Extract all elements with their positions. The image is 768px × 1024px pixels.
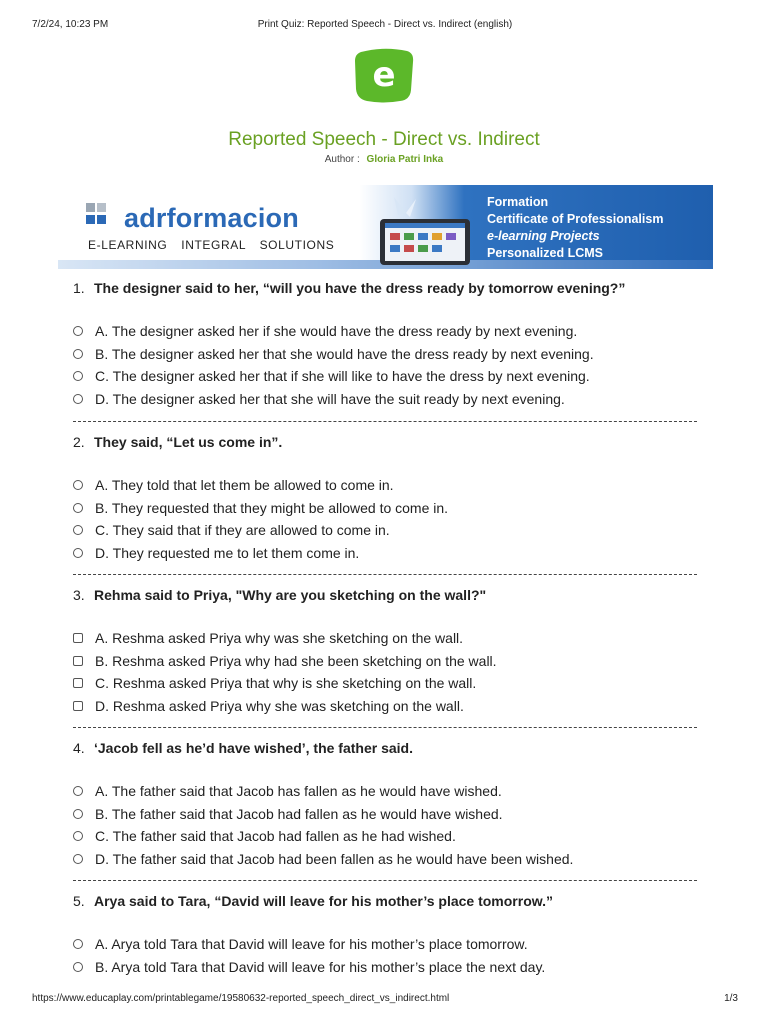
question-divider bbox=[73, 574, 697, 575]
radio-button-icon[interactable] bbox=[73, 503, 83, 513]
option-label: A. They told that let them be allowed to come in. bbox=[95, 477, 394, 493]
page-number: 1/3 bbox=[724, 993, 738, 1004]
answer-option[interactable] bbox=[73, 390, 697, 413]
question-2 bbox=[73, 434, 697, 566]
radio-button-icon[interactable] bbox=[73, 525, 83, 535]
question-3 bbox=[73, 587, 697, 719]
option-label: D. They requested me to let them come in. bbox=[95, 544, 360, 561]
radio-button-icon[interactable] bbox=[73, 831, 83, 841]
tablet-icon bbox=[376, 193, 476, 267]
option-label: C. They said that if they are allowed to come in. bbox=[95, 522, 390, 538]
question-prompt: The designer said to her, “will you have the dress ready by tomorrow evening?” bbox=[94, 280, 626, 296]
question-prompt: Arya said to Tara, “David will leave for his mother’s place tomorrow.” bbox=[94, 893, 554, 909]
banner-bullet: e-learning Projects bbox=[487, 229, 600, 243]
answer-option[interactable] bbox=[73, 499, 697, 522]
radio-button-icon[interactable] bbox=[73, 962, 83, 972]
radio-button-icon[interactable] bbox=[73, 394, 83, 404]
svg-text:e: e bbox=[372, 55, 396, 95]
radio-button-icon[interactable] bbox=[73, 854, 83, 864]
question-divider bbox=[73, 880, 697, 881]
answer-option[interactable] bbox=[73, 935, 697, 958]
radio-button-icon[interactable] bbox=[73, 809, 83, 819]
educaplay-logo bbox=[353, 46, 415, 104]
answer-option[interactable] bbox=[73, 850, 697, 873]
author-name: Gloria Patri Inka bbox=[366, 154, 444, 165]
quiz-title: Reported Speech - Direct vs. Indirect bbox=[228, 129, 540, 150]
answer-option[interactable] bbox=[73, 958, 697, 981]
radio-button-icon[interactable] bbox=[73, 371, 83, 381]
banner-brand: adrformacion bbox=[124, 203, 299, 233]
print-url: https://www.educaplay.com/printablegame/19580632-reported_speech_direct_vs_indirect.html bbox=[32, 993, 450, 1004]
answer-option[interactable] bbox=[73, 345, 697, 368]
print-title: Print Quiz: Reported Speech - Direct vs. Indirect (english) bbox=[257, 19, 513, 30]
checkbox-icon[interactable] bbox=[73, 633, 83, 643]
question-text bbox=[73, 587, 697, 607]
question-number: 1. bbox=[73, 280, 85, 296]
option-label: C. Reshma asked Priya that why is she sketching on the wall. bbox=[95, 675, 477, 691]
question-prompt: They said, “Let us come in”. bbox=[94, 434, 283, 450]
question-text bbox=[73, 740, 697, 760]
option-label: B. The designer asked her that she would have the dress ready by next evening. bbox=[95, 345, 594, 362]
option-label: D. The father said that Jacob had been fallen as he would have been wished. bbox=[95, 850, 574, 867]
question-text bbox=[73, 280, 697, 300]
question-5 bbox=[73, 893, 697, 980]
answer-option[interactable] bbox=[73, 697, 697, 720]
answer-option[interactable] bbox=[73, 322, 697, 345]
question-text bbox=[73, 434, 697, 454]
answer-option[interactable] bbox=[73, 521, 697, 544]
author-label: Author : bbox=[324, 154, 360, 165]
print-date: 7/2/24, 10:23 PM bbox=[32, 19, 109, 30]
option-label: A. The designer asked her if she would have the dress ready by next evening. bbox=[95, 323, 578, 339]
question-1 bbox=[73, 280, 697, 412]
question-prompt: Rehma said to Priya, "Why are you sketching on the wall?" bbox=[94, 587, 487, 603]
radio-button-icon[interactable] bbox=[73, 939, 83, 949]
option-label: B. Arya told Tara that David will leave for his mother’s place the next day. bbox=[95, 958, 546, 975]
print-header bbox=[32, 19, 738, 33]
option-label: A. The father said that Jacob has fallen as he would have wished. bbox=[95, 783, 502, 799]
radio-button-icon[interactable] bbox=[73, 786, 83, 796]
banner-bullet: Personalized LCMS bbox=[487, 246, 603, 260]
question-number: 5. bbox=[73, 893, 85, 909]
option-label: C. The designer asked her that if she will like to have the dress by next evening. bbox=[95, 368, 590, 384]
option-label: D. The designer asked her that she will have the suit ready by next evening. bbox=[95, 390, 565, 407]
checkbox-icon[interactable] bbox=[73, 678, 83, 688]
option-label: B. They requested that they might be allowed to come in. bbox=[95, 499, 449, 516]
checkbox-icon[interactable] bbox=[73, 701, 83, 711]
answer-option[interactable] bbox=[73, 782, 697, 805]
answer-option[interactable] bbox=[73, 367, 697, 390]
educaplay-logo-icon bbox=[353, 46, 415, 104]
option-label: A. Reshma asked Priya why was she sketching on the wall. bbox=[95, 630, 464, 646]
option-label: B. The father said that Jacob had fallen as he would have wished. bbox=[95, 805, 503, 822]
radio-button-icon[interactable] bbox=[73, 548, 83, 558]
answer-option[interactable] bbox=[73, 629, 697, 652]
radio-button-icon[interactable] bbox=[73, 349, 83, 359]
answer-option[interactable] bbox=[73, 652, 697, 675]
answer-option[interactable] bbox=[73, 674, 697, 697]
banner-bullets bbox=[487, 194, 663, 262]
question-number: 3. bbox=[73, 587, 85, 603]
banner-bullet: Formation bbox=[487, 195, 549, 209]
ad-banner[interactable] bbox=[58, 185, 713, 269]
banner-tagline: E-LEARNING INTEGRAL SOLUTIONS bbox=[88, 238, 335, 252]
option-label: B. Reshma asked Priya why had she been sketching on the wall. bbox=[95, 652, 497, 669]
banner-bullet: Certificate of Professionalism bbox=[487, 212, 664, 226]
radio-button-icon[interactable] bbox=[73, 326, 83, 336]
question-number: 4. bbox=[73, 740, 85, 756]
checkbox-icon[interactable] bbox=[73, 656, 83, 666]
author-line bbox=[0, 154, 768, 165]
question-divider bbox=[73, 421, 697, 422]
question-prompt: ‘Jacob fell as he’d have wished’, the father said. bbox=[94, 740, 413, 756]
option-label: A. Arya told Tara that David will leave for his mother’s place tomorrow. bbox=[95, 936, 528, 952]
question-text bbox=[73, 893, 697, 913]
option-label: C. The father said that Jacob had fallen as he had wished. bbox=[95, 828, 456, 844]
answer-option[interactable] bbox=[73, 476, 697, 499]
print-footer bbox=[32, 993, 738, 1007]
question-divider bbox=[73, 727, 697, 728]
answer-option[interactable] bbox=[73, 544, 697, 567]
option-label: D. Reshma asked Priya why she was sketching on the wall. bbox=[95, 697, 464, 714]
question-4 bbox=[73, 740, 697, 872]
question-number: 2. bbox=[73, 434, 85, 450]
answer-option[interactable] bbox=[73, 805, 697, 828]
adrformacion-logo-icon bbox=[86, 203, 120, 231]
radio-button-icon[interactable] bbox=[73, 480, 83, 490]
answer-option[interactable] bbox=[73, 827, 697, 850]
